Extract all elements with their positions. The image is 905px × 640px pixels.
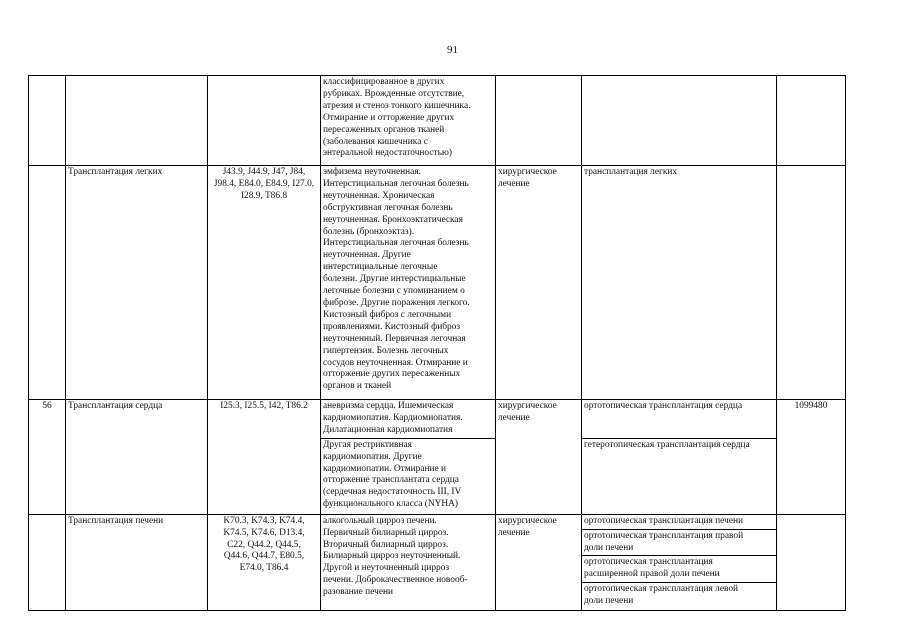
row-number-cell	[29, 76, 66, 166]
cost-cell	[777, 514, 846, 610]
treatment-method-cell	[582, 514, 777, 610]
cost-cell	[777, 166, 846, 400]
treatment-method: ортотопическая трансплантация расширенной правой доли печени	[582, 557, 776, 583]
patient-model-cell	[321, 514, 496, 610]
treatment-type: хирургическое лечение	[498, 515, 557, 538]
treatment-type: хирургическое лечение	[498, 167, 557, 189]
treatment-method-cell	[582, 76, 777, 166]
cost-cell	[777, 76, 846, 166]
procedure-name: Трансплантация сердца	[68, 401, 163, 411]
page-number: 91	[447, 44, 458, 56]
patient-model-text: эмфизема неуточненная. Интерстициальная легочная болезнь неуточненная. Хроническая обструктивная легочная болезнь неуточненная. Бронхоэктатическая болезнь (бронхоэктаз). Интерстициальная легочная болезнь неуточненная. Другие интерстициальные легочные болезни. Другие интерстициальные легочные болезни с упоминанием о фиброзе. Другие поражения легкого. Кистозный фиброз с легочными проявлениями. Кистозный фиброз неуточненный. Первичная легочная гипертензия. Болезнь легочных сосудов неуточненная. Отмирание и отторжение других пересаженных органов и тканей	[323, 167, 470, 392]
treatment-method: трансплантация легких	[584, 167, 678, 177]
patient-model-cell	[321, 438, 496, 514]
patient-model-text: алкогольный цирроз печени. Первичный билиарный цирроз. Вторичный билиарный цирроз. Билиарный цирроз неуточненный. Другой и неуточненный цирроз печени. Доброкачественное новооб- разование печени	[323, 515, 468, 598]
treatment-table	[28, 75, 846, 611]
procedure-name: Трансплантация печени	[68, 515, 164, 526]
row-number-cell: 56	[29, 400, 66, 439]
icd-codes-cell	[208, 438, 321, 514]
patient-model-text: аневризма сердца. Ишемическая кардиомиопатия. Кардиомиопатия. Дилатационная кардиомиопатия	[323, 401, 463, 435]
procedure-name-cell	[66, 76, 208, 166]
treatment-type-cell	[496, 400, 582, 439]
procedure-name-cell	[66, 438, 208, 514]
procedure-name-cell	[66, 514, 208, 610]
treatment-method: ортотопическая трансплантация печени	[582, 516, 776, 530]
treatment-method: ортотопическая трансплантация сердца	[584, 401, 743, 411]
patient-model-cell	[321, 400, 496, 439]
row-number-cell	[29, 438, 66, 514]
treatment-type-cell	[496, 514, 582, 610]
procedure-name-cell	[66, 166, 208, 400]
patient-model-text: Другая рестриктивная кардиомиопатия. Другие кардиомиопатии. Отмирание и отторжение трансплантата сердца (сердечная недостаточность III, IV функционального класса (NYHA)	[323, 439, 462, 510]
table-row	[29, 76, 846, 166]
icd-codes-cell	[208, 514, 321, 610]
icd-codes: I25.3, I25.5, I42, T86.2	[220, 401, 308, 411]
cost-cell: 1099480	[777, 400, 846, 439]
row-number-cell	[29, 166, 66, 400]
treatment-method-cell	[582, 438, 777, 514]
patient-model-text: классифицированное в других рубриках. Врожденные отсутствие, атрезия и стеноз тонкого кишечника. Отмирание и отторжение других пересаженных органов тканей (заболевания кишечника с энтеральной недостаточностью)	[323, 77, 471, 159]
procedure-name-cell	[66, 400, 208, 439]
treatment-method: ортотопическая трансплантация левой доли печени	[584, 584, 739, 607]
icd-codes: J43.9, J44.9, J47, J84, J98.4, E84.0, E84.9, I27.0, I28.9, T86.8	[213, 167, 315, 201]
treatment-method-cell	[582, 166, 777, 400]
table-row	[29, 514, 846, 610]
table-row	[29, 400, 846, 439]
treatment-method: гетеротопическая трансплантация сердца	[584, 439, 750, 450]
treatment-type-cell	[496, 76, 582, 166]
treatment-method-cell	[582, 400, 777, 439]
icd-codes-cell	[208, 76, 321, 166]
treatment-type: хирургическое лечение	[498, 401, 557, 423]
patient-model-cell	[321, 166, 496, 400]
patient-model-cell	[321, 76, 496, 166]
icd-codes: K70.3, K74.3, K74.4, K74.5, K74.6, D13.4, C22, Q44.2, Q44.5, Q44.6, Q44.7, E80.5, E74.0, T86.4	[223, 515, 305, 574]
icd-codes-cell	[208, 166, 321, 400]
icd-codes-cell	[208, 400, 321, 439]
cost-cell	[777, 438, 846, 514]
treatment-type-cell	[496, 438, 582, 514]
treatment-method: ортотопическая трансплантация правой доли печени	[582, 531, 776, 557]
table-row	[29, 166, 846, 400]
table-row	[29, 438, 846, 514]
row-number-cell	[29, 514, 66, 610]
procedure-name: Трансплантация легких	[68, 167, 163, 177]
treatment-type-cell	[496, 166, 582, 400]
